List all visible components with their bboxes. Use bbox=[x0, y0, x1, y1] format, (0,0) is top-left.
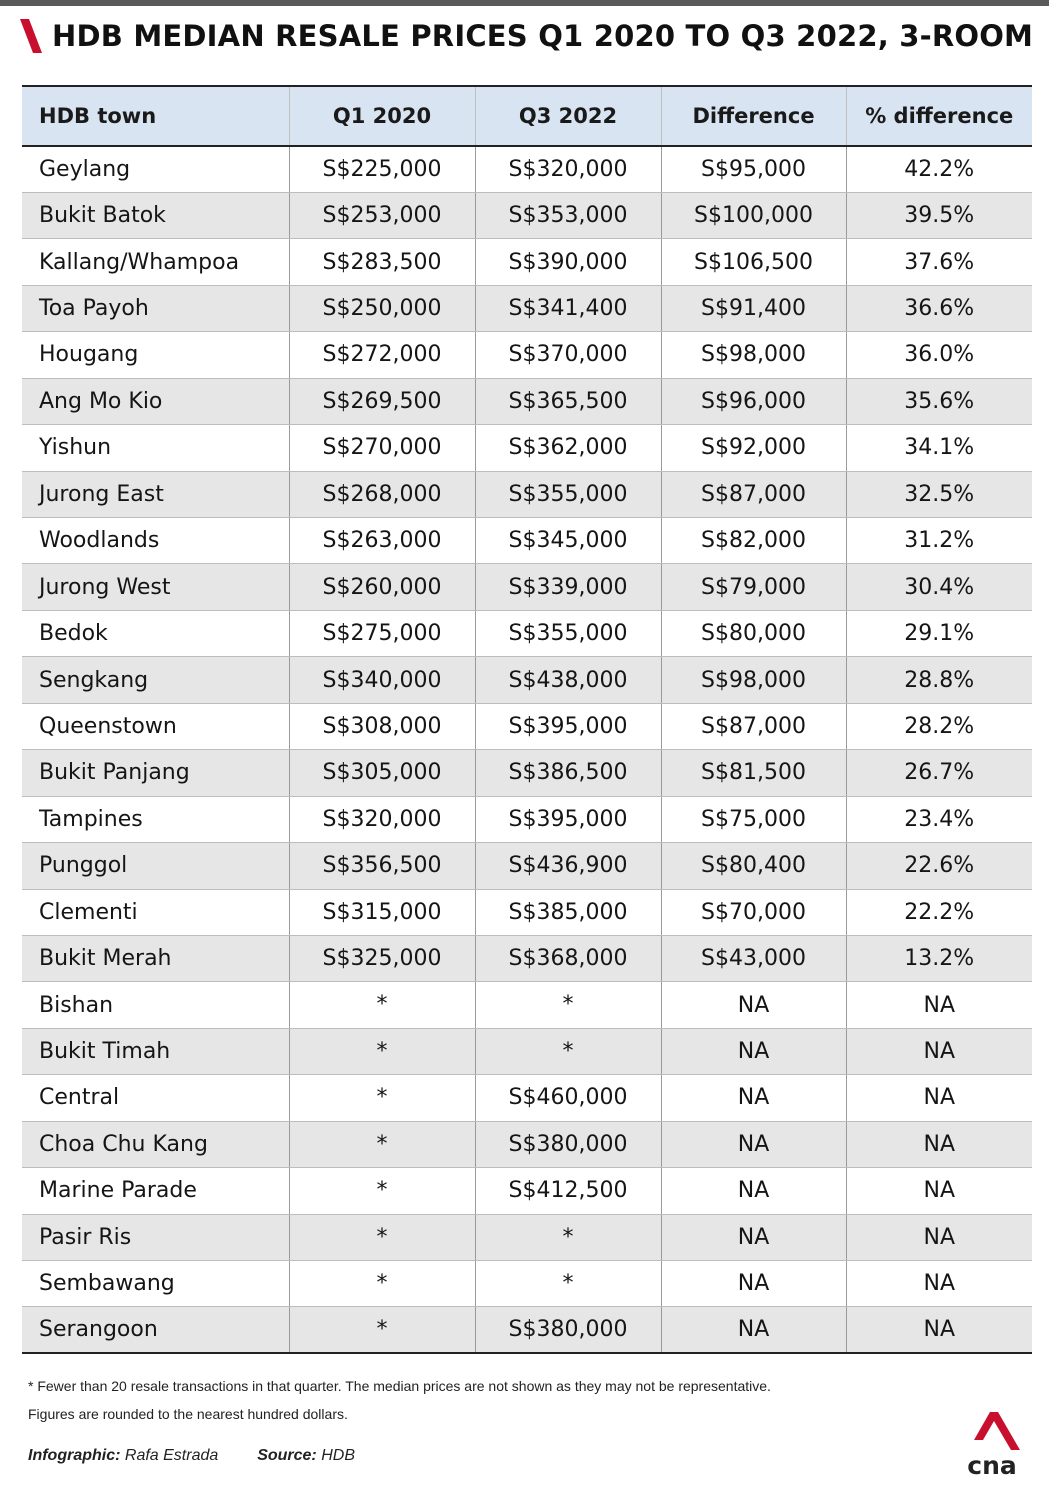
town-cell: Clementi bbox=[22, 889, 289, 935]
q3-2022-cell: S$370,000 bbox=[475, 332, 661, 378]
pct-difference-cell: 23.4% bbox=[846, 796, 1032, 842]
page-title: HDB MEDIAN RESALE PRICES Q1 2020 TO Q3 2022, 3-ROOM bbox=[52, 19, 1034, 53]
q1-2020-cell: S$315,000 bbox=[289, 889, 475, 935]
infographic-credit: Rafa Estrada bbox=[124, 1447, 219, 1464]
difference-cell: S$96,000 bbox=[661, 378, 846, 424]
q3-2022-cell: S$355,000 bbox=[475, 471, 661, 517]
town-cell: Jurong East bbox=[22, 471, 289, 517]
difference-cell: S$95,000 bbox=[661, 146, 846, 192]
q1-2020-cell: * bbox=[289, 982, 475, 1028]
town-cell: Bukit Timah bbox=[22, 1028, 289, 1074]
difference-cell: S$75,000 bbox=[661, 796, 846, 842]
town-cell: Kallang/Whampoa bbox=[22, 239, 289, 285]
difference-cell: NA bbox=[661, 1261, 846, 1307]
pct-difference-cell: 31.2% bbox=[846, 518, 1032, 564]
town-cell: Ang Mo Kio bbox=[22, 378, 289, 424]
pct-difference-cell: 37.6% bbox=[846, 239, 1032, 285]
difference-cell: S$98,000 bbox=[661, 332, 846, 378]
q1-2020-cell: S$253,000 bbox=[289, 192, 475, 238]
q1-2020-cell: S$356,500 bbox=[289, 843, 475, 889]
q3-2022-cell: S$341,400 bbox=[475, 285, 661, 331]
q3-2022-cell: S$380,000 bbox=[475, 1121, 661, 1167]
town-cell: Woodlands bbox=[22, 518, 289, 564]
pct-difference-cell: 30.4% bbox=[846, 564, 1032, 610]
q1-2020-cell: * bbox=[289, 1214, 475, 1260]
town-cell: Queenstown bbox=[22, 703, 289, 749]
pct-difference-cell: 32.5% bbox=[846, 471, 1032, 517]
table-row bbox=[22, 518, 1032, 564]
table-row bbox=[22, 146, 1032, 192]
table-row bbox=[22, 703, 1032, 749]
column-header-difference: Difference bbox=[661, 86, 846, 146]
pct-difference-cell: 28.2% bbox=[846, 703, 1032, 749]
q3-2022-cell: S$362,000 bbox=[475, 425, 661, 471]
town-cell: Bukit Batok bbox=[22, 192, 289, 238]
q1-2020-cell: S$260,000 bbox=[289, 564, 475, 610]
pct-difference-cell: NA bbox=[846, 1261, 1032, 1307]
q1-2020-cell: * bbox=[289, 1075, 475, 1121]
table-header-row bbox=[22, 86, 1032, 146]
table-row bbox=[22, 750, 1032, 796]
town-cell: Yishun bbox=[22, 425, 289, 471]
difference-cell: S$91,400 bbox=[661, 285, 846, 331]
q3-2022-cell: S$320,000 bbox=[475, 146, 661, 192]
source-credit: HDB bbox=[321, 1447, 355, 1464]
q1-2020-cell: S$308,000 bbox=[289, 703, 475, 749]
town-cell: Central bbox=[22, 1075, 289, 1121]
difference-cell: S$106,500 bbox=[661, 239, 846, 285]
table-row bbox=[22, 796, 1032, 842]
pct-difference-cell: 36.6% bbox=[846, 285, 1032, 331]
table-row bbox=[22, 1075, 1032, 1121]
column-header-town: HDB town bbox=[22, 86, 289, 146]
q1-2020-cell: S$275,000 bbox=[289, 610, 475, 656]
q1-2020-cell: * bbox=[289, 1307, 475, 1353]
pct-difference-cell: 22.2% bbox=[846, 889, 1032, 935]
q1-2020-cell: S$305,000 bbox=[289, 750, 475, 796]
q1-2020-cell: * bbox=[289, 1028, 475, 1074]
pct-difference-cell: NA bbox=[846, 1075, 1032, 1121]
q1-2020-cell: S$250,000 bbox=[289, 285, 475, 331]
pct-difference-cell: NA bbox=[846, 1028, 1032, 1074]
table-row bbox=[22, 935, 1032, 981]
pct-difference-cell: 39.5% bbox=[846, 192, 1032, 238]
pct-difference-cell: 29.1% bbox=[846, 610, 1032, 656]
town-cell: Toa Payoh bbox=[22, 285, 289, 331]
pct-difference-cell: 35.6% bbox=[846, 378, 1032, 424]
difference-cell: NA bbox=[661, 1075, 846, 1121]
q3-2022-cell: S$395,000 bbox=[475, 796, 661, 842]
q3-2022-cell: S$412,500 bbox=[475, 1168, 661, 1214]
difference-cell: S$98,000 bbox=[661, 657, 846, 703]
difference-cell: S$87,000 bbox=[661, 703, 846, 749]
pct-difference-cell: 13.2% bbox=[846, 935, 1032, 981]
town-cell: Sengkang bbox=[22, 657, 289, 703]
q1-2020-cell: * bbox=[289, 1168, 475, 1214]
difference-cell: NA bbox=[661, 1214, 846, 1260]
q1-2020-cell: S$283,500 bbox=[289, 239, 475, 285]
q3-2022-cell: * bbox=[475, 1028, 661, 1074]
difference-cell: S$82,000 bbox=[661, 518, 846, 564]
q3-2022-cell: S$395,000 bbox=[475, 703, 661, 749]
q3-2022-cell: S$365,500 bbox=[475, 378, 661, 424]
town-cell: Choa Chu Kang bbox=[22, 1121, 289, 1167]
q3-2022-cell: * bbox=[475, 982, 661, 1028]
asterisk-footnote: * Fewer than 20 resale transactions in that quarter. The median prices are not shown as they may not be representative. bbox=[28, 1378, 771, 1394]
q1-2020-cell: S$340,000 bbox=[289, 657, 475, 703]
difference-cell: S$92,000 bbox=[661, 425, 846, 471]
difference-cell: S$80,400 bbox=[661, 843, 846, 889]
table-row bbox=[22, 564, 1032, 610]
difference-cell: NA bbox=[661, 1307, 846, 1353]
column-header-pct-difference: % difference bbox=[846, 86, 1032, 146]
q1-2020-cell: S$325,000 bbox=[289, 935, 475, 981]
q3-2022-cell: S$386,500 bbox=[475, 750, 661, 796]
difference-cell: S$100,000 bbox=[661, 192, 846, 238]
difference-cell: NA bbox=[661, 1121, 846, 1167]
town-cell: Bishan bbox=[22, 982, 289, 1028]
q3-2022-cell: S$345,000 bbox=[475, 518, 661, 564]
difference-cell: S$70,000 bbox=[661, 889, 846, 935]
q3-2022-cell: S$460,000 bbox=[475, 1075, 661, 1121]
town-cell: Tampines bbox=[22, 796, 289, 842]
cna-logo-text: cna bbox=[967, 1451, 1017, 1478]
q1-2020-cell: S$320,000 bbox=[289, 796, 475, 842]
slash-accent-icon bbox=[20, 19, 42, 53]
q1-2020-cell: S$269,500 bbox=[289, 378, 475, 424]
table-row bbox=[22, 471, 1032, 517]
resale-price-table bbox=[22, 85, 1032, 1354]
pct-difference-cell: NA bbox=[846, 1121, 1032, 1167]
difference-cell: S$79,000 bbox=[661, 564, 846, 610]
pct-difference-cell: 28.8% bbox=[846, 657, 1032, 703]
q3-2022-cell: S$438,000 bbox=[475, 657, 661, 703]
table-row bbox=[22, 1028, 1032, 1074]
q3-2022-cell: S$339,000 bbox=[475, 564, 661, 610]
pct-difference-cell: 42.2% bbox=[846, 146, 1032, 192]
q3-2022-cell: S$353,000 bbox=[475, 192, 661, 238]
difference-cell: NA bbox=[661, 1028, 846, 1074]
pct-difference-cell: NA bbox=[846, 982, 1032, 1028]
column-header-q3-2022: Q3 2022 bbox=[475, 86, 661, 146]
q3-2022-cell: S$380,000 bbox=[475, 1307, 661, 1353]
pct-difference-cell: NA bbox=[846, 1307, 1032, 1353]
rounding-footnote: Figures are rounded to the nearest hundred dollars. bbox=[28, 1406, 348, 1422]
difference-cell: S$87,000 bbox=[661, 471, 846, 517]
table-row bbox=[22, 1214, 1032, 1260]
table-body bbox=[22, 146, 1032, 1353]
pct-difference-cell: NA bbox=[846, 1214, 1032, 1260]
pct-difference-cell: 34.1% bbox=[846, 425, 1032, 471]
q3-2022-cell: S$390,000 bbox=[475, 239, 661, 285]
town-cell: Punggol bbox=[22, 843, 289, 889]
town-cell: Serangoon bbox=[22, 1307, 289, 1353]
credits-line bbox=[28, 1447, 355, 1465]
q1-2020-cell: S$272,000 bbox=[289, 332, 475, 378]
town-cell: Hougang bbox=[22, 332, 289, 378]
q1-2020-cell: S$263,000 bbox=[289, 518, 475, 564]
table-row bbox=[22, 843, 1032, 889]
town-cell: Bedok bbox=[22, 610, 289, 656]
table-row bbox=[22, 239, 1032, 285]
pct-difference-cell: 36.0% bbox=[846, 332, 1032, 378]
q3-2022-cell: S$368,000 bbox=[475, 935, 661, 981]
top-rule bbox=[0, 0, 1049, 6]
difference-cell: S$80,000 bbox=[661, 610, 846, 656]
table-row bbox=[22, 425, 1032, 471]
difference-cell: NA bbox=[661, 1168, 846, 1214]
table-row bbox=[22, 982, 1032, 1028]
source-label: Source: bbox=[257, 1447, 317, 1464]
table-row bbox=[22, 192, 1032, 238]
q1-2020-cell: * bbox=[289, 1261, 475, 1307]
q1-2020-cell: S$225,000 bbox=[289, 146, 475, 192]
difference-cell: S$81,500 bbox=[661, 750, 846, 796]
table-row bbox=[22, 657, 1032, 703]
town-cell: Bukit Merah bbox=[22, 935, 289, 981]
table-row bbox=[22, 1168, 1032, 1214]
town-cell: Geylang bbox=[22, 146, 289, 192]
table-row bbox=[22, 1307, 1032, 1353]
cna-logo-icon bbox=[962, 1410, 1022, 1478]
q3-2022-cell: S$355,000 bbox=[475, 610, 661, 656]
infographic-label: Infographic: bbox=[28, 1447, 121, 1464]
q1-2020-cell: S$268,000 bbox=[289, 471, 475, 517]
table-row bbox=[22, 1121, 1032, 1167]
difference-cell: NA bbox=[661, 982, 846, 1028]
q3-2022-cell: * bbox=[475, 1261, 661, 1307]
q3-2022-cell: * bbox=[475, 1214, 661, 1260]
q1-2020-cell: * bbox=[289, 1121, 475, 1167]
table-row bbox=[22, 610, 1032, 656]
pct-difference-cell: 26.7% bbox=[846, 750, 1032, 796]
table-row bbox=[22, 889, 1032, 935]
town-cell: Sembawang bbox=[22, 1261, 289, 1307]
table-row bbox=[22, 378, 1032, 424]
q1-2020-cell: S$270,000 bbox=[289, 425, 475, 471]
table-row bbox=[22, 1261, 1032, 1307]
town-cell: Bukit Panjang bbox=[22, 750, 289, 796]
column-header-q1-2020: Q1 2020 bbox=[289, 86, 475, 146]
table-row bbox=[22, 332, 1032, 378]
q3-2022-cell: S$385,000 bbox=[475, 889, 661, 935]
difference-cell: S$43,000 bbox=[661, 935, 846, 981]
town-cell: Jurong West bbox=[22, 564, 289, 610]
pct-difference-cell: 22.6% bbox=[846, 843, 1032, 889]
town-cell: Pasir Ris bbox=[22, 1214, 289, 1260]
q3-2022-cell: S$436,900 bbox=[475, 843, 661, 889]
table-row bbox=[22, 285, 1032, 331]
title-row bbox=[20, 14, 1033, 58]
pct-difference-cell: NA bbox=[846, 1168, 1032, 1214]
town-cell: Marine Parade bbox=[22, 1168, 289, 1214]
